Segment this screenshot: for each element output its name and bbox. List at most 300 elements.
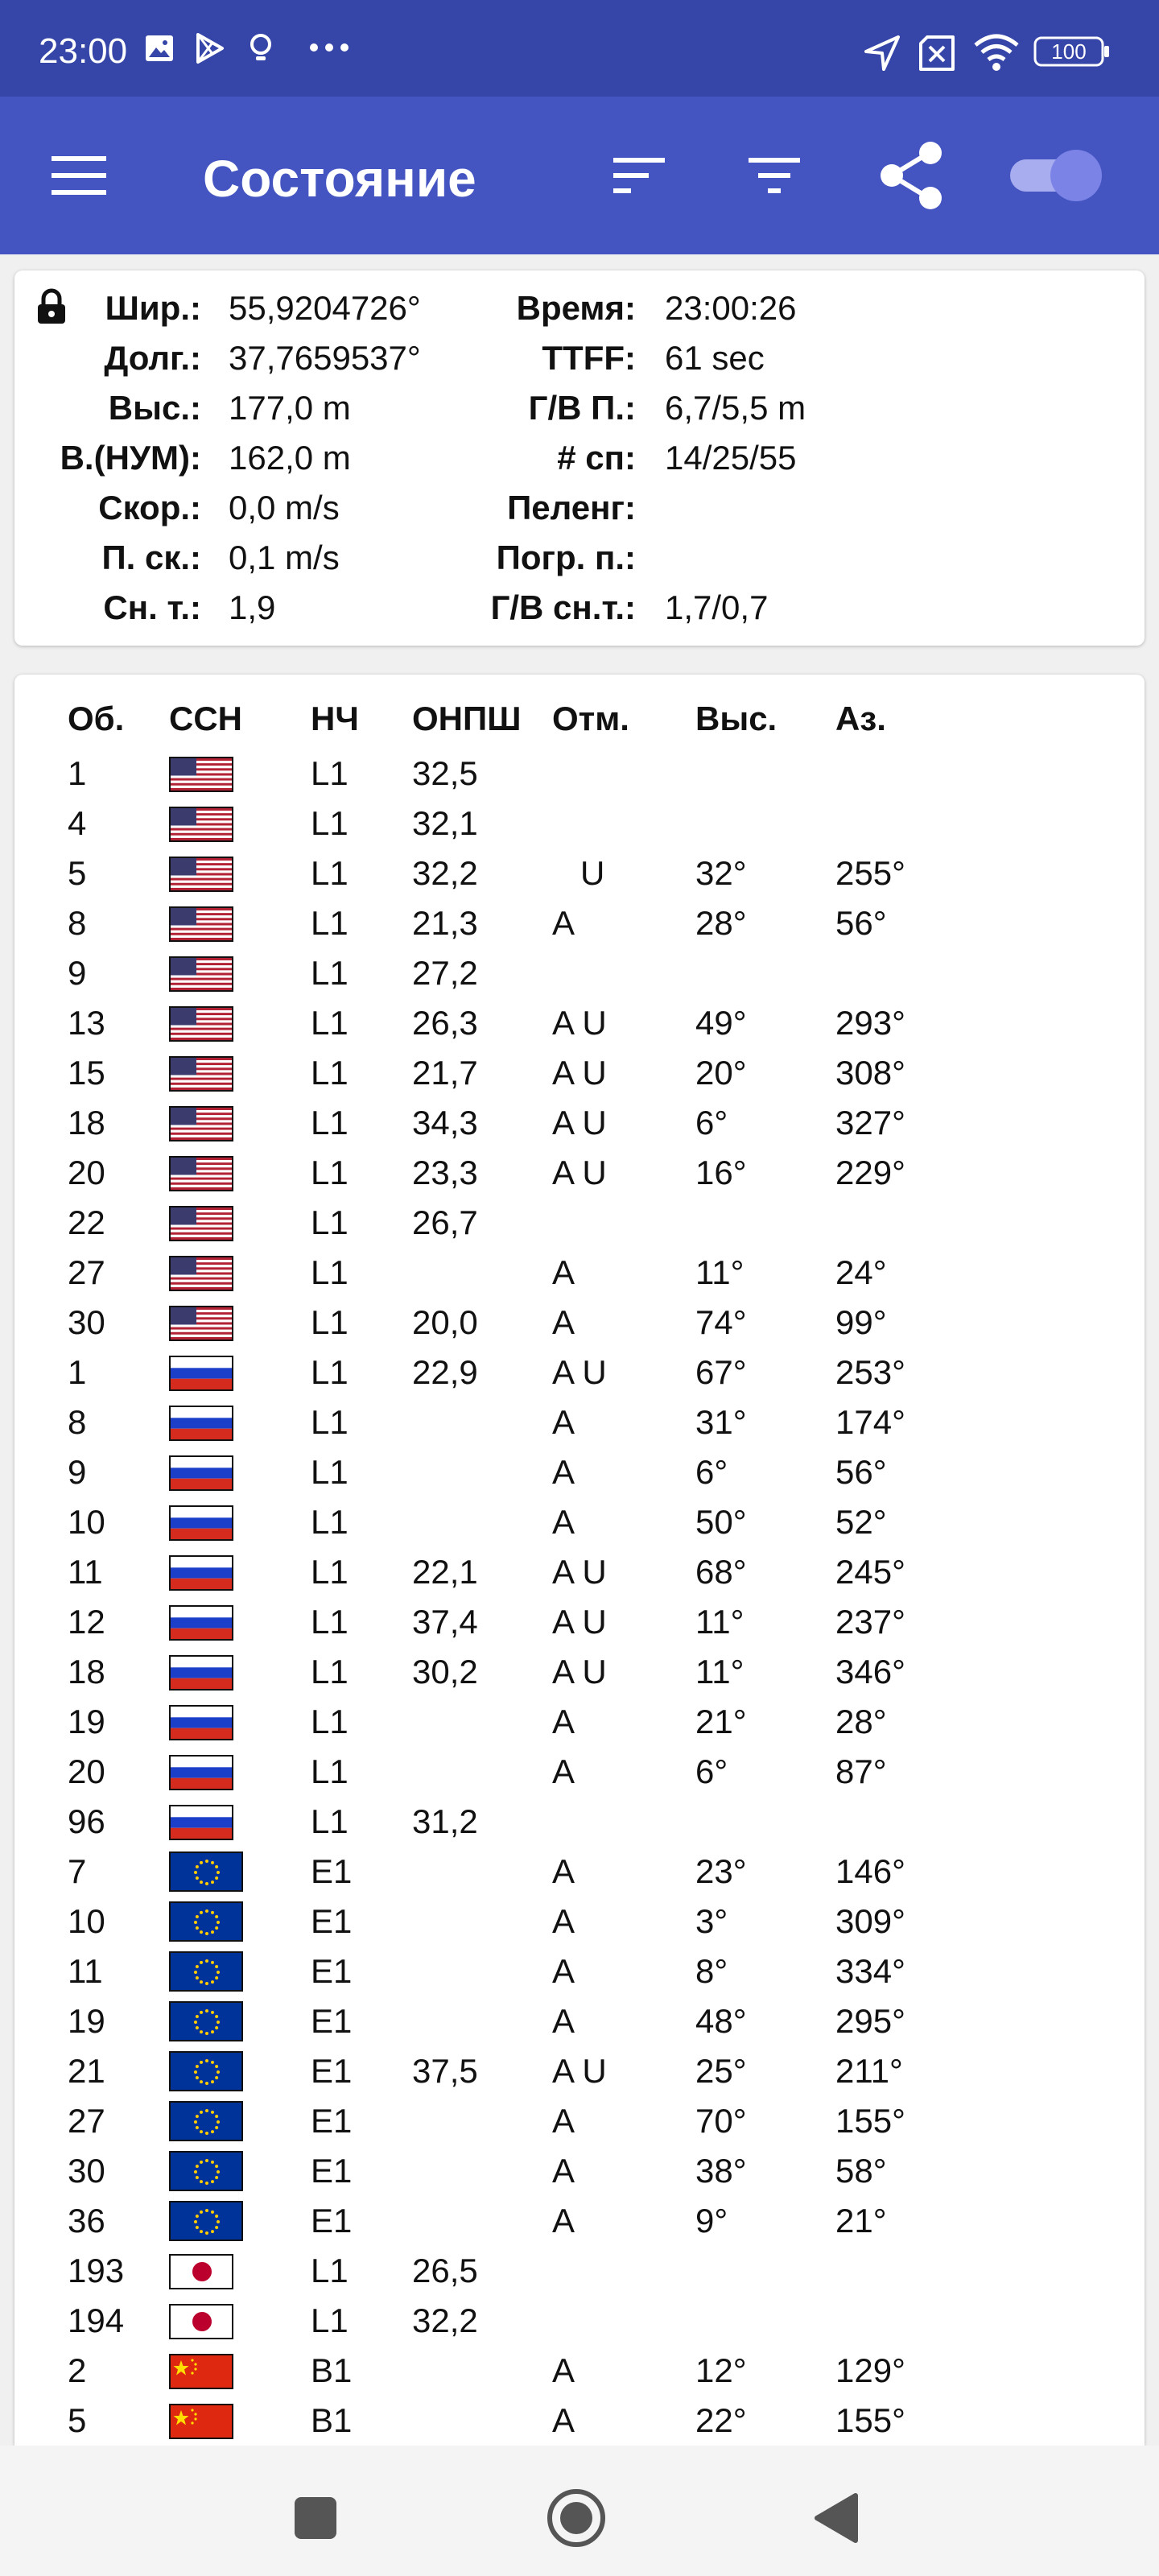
info-label: Время:	[516, 289, 636, 327]
sat-id: 8	[68, 1403, 87, 1441]
sat-id: 9	[68, 1453, 87, 1491]
sat-cn0: 32,1	[412, 804, 478, 842]
table-row[interactable]	[14, 749, 1145, 799]
us-flag-icon	[169, 956, 233, 992]
table-row[interactable]	[14, 1447, 1145, 1497]
sat-id: 5	[68, 854, 87, 892]
table-row[interactable]	[14, 1647, 1145, 1697]
sat-flags: A U	[552, 1353, 607, 1391]
share-icon	[877, 140, 945, 211]
info-label: В.(НУМ):	[60, 439, 201, 477]
sat-flags: A	[552, 904, 575, 942]
position-info-card	[14, 270, 1145, 646]
sat-azimuth: 211°	[835, 2052, 903, 2090]
sat-elevation: 74°	[695, 1303, 747, 1341]
sat-frequency: B1	[311, 2401, 353, 2439]
table-row[interactable]	[14, 1847, 1145, 1897]
sat-id: 36	[68, 2202, 105, 2240]
info-value: 6,7/5,5 m	[665, 389, 806, 427]
sat-id: 1	[68, 754, 87, 792]
sat-cn0: 27,2	[412, 954, 478, 992]
page-title: Состояние	[203, 150, 476, 208]
sat-flags: A	[552, 1453, 575, 1491]
sat-azimuth: 346°	[835, 1653, 905, 1690]
sat-azimuth: 174°	[835, 1403, 905, 1441]
table-row[interactable]	[14, 2396, 1145, 2446]
table-row[interactable]	[14, 998, 1145, 1048]
info-value: 37,7659537°	[229, 339, 421, 377]
sat-frequency: L1	[311, 1503, 349, 1541]
sat-id: 22	[68, 1203, 105, 1241]
sat-id: 30	[68, 1303, 105, 1341]
sat-frequency: L1	[311, 1353, 349, 1391]
eu-flag-icon	[169, 2001, 243, 2041]
sort-button[interactable]	[599, 135, 679, 216]
table-row[interactable]	[14, 1697, 1145, 1747]
filter-button[interactable]	[734, 135, 815, 216]
info-label: Погр. п.:	[496, 539, 636, 576]
sat-id: 4	[68, 804, 87, 842]
sat-flags: A	[552, 1703, 575, 1740]
eu-flag-icon	[169, 2051, 243, 2091]
sat-frequency: L1	[311, 1303, 349, 1341]
sat-elevation: 11°	[695, 1653, 744, 1690]
sat-azimuth: 327°	[835, 1104, 905, 1141]
info-label: Г/В сн.т.:	[490, 588, 636, 626]
play-store-icon	[193, 32, 225, 68]
info-label: Выс.:	[108, 389, 201, 427]
table-row[interactable]	[14, 1996, 1145, 2046]
sat-elevation: 6°	[695, 1752, 728, 1790]
table-row[interactable]	[14, 2146, 1145, 2196]
sat-elevation: 3°	[695, 1902, 728, 1940]
menu-icon	[52, 155, 106, 196]
info-label: П. ск.:	[101, 539, 201, 576]
sat-frequency: E1	[311, 2052, 353, 2090]
sat-frequency: E1	[311, 2102, 353, 2140]
sat-frequency: E1	[311, 1902, 353, 1940]
russia-flag-icon	[169, 1605, 233, 1641]
sat-flags: A U	[552, 1553, 607, 1591]
sat-flags: A U	[552, 1603, 607, 1641]
sat-cn0: 21,7	[412, 1054, 478, 1092]
sat-azimuth: 21°	[835, 2202, 887, 2240]
table-row[interactable]	[14, 1248, 1145, 1298]
info-value: 0,0 m/s	[229, 489, 340, 526]
sat-azimuth: 334°	[835, 1952, 905, 1990]
sat-id: 11	[68, 1553, 103, 1591]
info-value: 0,1 m/s	[229, 539, 340, 576]
sat-elevation: 21°	[695, 1703, 747, 1740]
sat-frequency: L1	[311, 754, 349, 792]
no-sim-icon	[916, 34, 958, 76]
sat-azimuth: 56°	[835, 904, 887, 942]
table-row[interactable]	[14, 1946, 1145, 1996]
sat-cn0: 30,2	[412, 1653, 478, 1690]
sat-id: 11	[68, 1952, 103, 1990]
japan-flag-icon	[169, 2304, 233, 2339]
sat-frequency: L1	[311, 1653, 349, 1690]
table-row[interactable]	[14, 1348, 1145, 1397]
sat-cn0: 22,1	[412, 1553, 478, 1591]
us-flag-icon	[169, 906, 233, 942]
toggle-icon	[1007, 147, 1107, 204]
sat-azimuth: 295°	[835, 2002, 905, 2040]
sat-id: 20	[68, 1154, 105, 1191]
sat-flags: A	[552, 1253, 575, 1291]
sat-azimuth: 229°	[835, 1154, 905, 1191]
sat-id: 5	[68, 2401, 87, 2439]
sat-elevation: 11°	[695, 1603, 744, 1641]
sat-id: 27	[68, 1253, 105, 1291]
sat-azimuth: 24°	[835, 1253, 887, 1291]
column-header: Об.	[68, 700, 125, 737]
sat-cn0: 37,5	[412, 2052, 478, 2090]
sat-flags: A U	[552, 1054, 607, 1092]
sat-cn0: 37,4	[412, 1603, 478, 1641]
sat-elevation: 50°	[695, 1503, 747, 1541]
sat-frequency: L1	[311, 1553, 349, 1591]
eu-flag-icon	[169, 1901, 243, 1942]
sat-elevation: 48°	[695, 2002, 747, 2040]
sat-azimuth: 155°	[835, 2401, 905, 2439]
table-row[interactable]	[14, 1597, 1145, 1647]
sat-id: 8	[68, 904, 87, 942]
sat-frequency: L1	[311, 904, 349, 942]
info-label: # сп:	[557, 439, 636, 477]
sat-flags: A U	[552, 1104, 607, 1141]
sat-frequency: E1	[311, 2002, 353, 2040]
sat-frequency: L1	[311, 804, 349, 842]
column-header: Выс.	[695, 700, 777, 737]
app-bar	[0, 97, 1159, 254]
sat-frequency: L1	[311, 1104, 349, 1141]
sat-frequency: L1	[311, 854, 349, 892]
us-flag-icon	[169, 1006, 233, 1042]
us-flag-icon	[169, 857, 233, 892]
satellite-table-card	[14, 675, 1145, 2446]
sat-elevation: 67°	[695, 1353, 747, 1391]
sat-flags: A	[552, 2002, 575, 2040]
info-value: 55,9204726°	[229, 289, 421, 327]
sat-cn0: 34,3	[412, 1104, 478, 1141]
sat-elevation: 8°	[695, 1952, 728, 1990]
table-row[interactable]	[14, 1797, 1145, 1847]
sat-id: 7	[68, 1852, 87, 1890]
more-dots-icon	[309, 42, 349, 57]
sat-flags: A	[552, 1952, 575, 1990]
sat-cn0: 26,5	[412, 2252, 478, 2289]
info-label: Пеленг:	[507, 489, 636, 526]
image-icon	[143, 32, 175, 68]
table-row[interactable]	[14, 1198, 1145, 1248]
table-row[interactable]	[14, 2346, 1145, 2396]
info-label: Г/В П.:	[528, 389, 636, 427]
sat-frequency: L1	[311, 1253, 349, 1291]
sat-flags: A U	[552, 1004, 607, 1042]
sat-id: 30	[68, 2152, 105, 2190]
sat-azimuth: 28°	[835, 1703, 887, 1740]
sat-elevation: 6°	[695, 1453, 728, 1491]
sat-flags: A	[552, 1303, 575, 1341]
sat-cn0: 32,2	[412, 2301, 478, 2339]
status-time: 23:00	[39, 31, 128, 71]
us-flag-icon	[169, 1156, 233, 1191]
sat-flags: A	[552, 1752, 575, 1790]
sat-id: 10	[68, 1902, 105, 1940]
sat-flags: A U	[552, 2052, 607, 2090]
eu-flag-icon	[169, 2101, 243, 2141]
sat-azimuth: 245°	[835, 1553, 905, 1591]
sat-azimuth: 146°	[835, 1852, 905, 1890]
sat-flags: U	[552, 854, 605, 892]
russia-flag-icon	[169, 1505, 233, 1541]
info-label: Сн. т.:	[103, 588, 201, 626]
info-label: TTFF:	[542, 339, 636, 377]
info-value: 1,9	[229, 588, 276, 626]
table-row[interactable]	[14, 1497, 1145, 1547]
sort-icon	[613, 155, 665, 196]
sat-elevation: 23°	[695, 1852, 747, 1890]
sat-flags: A	[552, 2351, 575, 2389]
sat-elevation: 70°	[695, 2102, 747, 2140]
column-header: Аз.	[835, 700, 886, 737]
sat-cn0: 21,3	[412, 904, 478, 942]
wifi-icon	[972, 32, 1021, 76]
sat-frequency: L1	[311, 1603, 349, 1641]
japan-flag-icon	[169, 2254, 233, 2289]
table-row[interactable]	[14, 1098, 1145, 1148]
russia-flag-icon	[169, 1406, 233, 1441]
sat-frequency: L1	[311, 1703, 349, 1740]
eu-flag-icon	[169, 1852, 243, 1892]
sat-cn0: 20,0	[412, 1303, 478, 1341]
us-flag-icon	[169, 807, 233, 842]
us-flag-icon	[169, 757, 233, 792]
info-value: 177,0 m	[229, 389, 351, 427]
table-row[interactable]	[14, 2046, 1145, 2096]
sat-frequency: E1	[311, 2202, 353, 2240]
recents-square-icon	[293, 2496, 338, 2541]
sat-frequency: L1	[311, 1752, 349, 1790]
table-row[interactable]	[14, 2096, 1145, 2146]
sat-flags: A	[552, 1503, 575, 1541]
location-arrow-icon	[863, 34, 901, 76]
sat-id: 2	[68, 2351, 87, 2389]
sat-elevation: 38°	[695, 2152, 747, 2190]
sat-id: 27	[68, 2102, 105, 2140]
table-row[interactable]	[14, 1298, 1145, 1348]
russia-flag-icon	[169, 1655, 233, 1690]
russia-flag-icon	[169, 1455, 233, 1491]
sat-frequency: L1	[311, 1403, 349, 1441]
table-row[interactable]	[14, 1747, 1145, 1797]
table-row[interactable]	[14, 1397, 1145, 1447]
home-button[interactable]	[536, 2478, 617, 2558]
sat-id: 9	[68, 954, 87, 992]
sat-azimuth: 129°	[835, 2351, 905, 2389]
sat-flags: A	[552, 2202, 575, 2240]
sat-id: 193	[68, 2252, 125, 2289]
sat-azimuth: 58°	[835, 2152, 887, 2190]
russia-flag-icon	[169, 1705, 233, 1740]
lock-icon	[35, 288, 68, 329]
sat-flags: A U	[552, 1653, 607, 1690]
sat-id: 10	[68, 1503, 105, 1541]
sat-elevation: 32°	[695, 854, 747, 892]
sat-frequency: E1	[311, 1852, 353, 1890]
sat-id: 20	[68, 1752, 105, 1790]
sat-frequency: E1	[311, 1952, 353, 1990]
battery-icon	[1033, 35, 1111, 72]
sat-id: 15	[68, 1054, 105, 1092]
sat-cn0: 26,3	[412, 1004, 478, 1042]
sat-azimuth: 56°	[835, 1453, 887, 1491]
info-label: Скор.:	[98, 489, 201, 526]
share-button[interactable]	[871, 135, 951, 216]
menu-button[interactable]	[39, 135, 119, 216]
sat-frequency: L1	[311, 1802, 349, 1840]
recents-button[interactable]	[275, 2478, 356, 2558]
info-value: 23:00:26	[665, 289, 797, 327]
info-value: 162,0 m	[229, 439, 351, 477]
navigation-bar	[0, 2446, 1159, 2576]
sat-elevation: 16°	[695, 1154, 747, 1191]
china-flag-icon	[169, 2404, 233, 2439]
sat-frequency: L1	[311, 1154, 349, 1191]
russia-flag-icon	[169, 1555, 233, 1591]
sat-elevation: 22°	[695, 2401, 747, 2439]
sat-cn0: 23,3	[412, 1154, 478, 1191]
eu-flag-icon	[169, 1951, 243, 1992]
table-row[interactable]	[14, 1048, 1145, 1098]
us-flag-icon	[169, 1106, 233, 1141]
table-row[interactable]	[14, 898, 1145, 948]
sat-id: 18	[68, 1653, 105, 1690]
sat-frequency: E1	[311, 2152, 353, 2190]
eu-flag-icon	[169, 2151, 243, 2191]
sat-cn0: 31,2	[412, 1802, 478, 1840]
sat-elevation: 6°	[695, 1104, 728, 1141]
table-row[interactable]	[14, 799, 1145, 848]
us-flag-icon	[169, 1306, 233, 1341]
sat-flags: A	[552, 1852, 575, 1890]
table-row[interactable]	[14, 1547, 1145, 1597]
sat-frequency: L1	[311, 1203, 349, 1241]
info-value: 14/25/55	[665, 439, 797, 477]
sat-cn0: 32,2	[412, 854, 478, 892]
sat-elevation: 49°	[695, 1004, 747, 1042]
sat-id: 19	[68, 2002, 105, 2040]
sat-frequency: L1	[311, 1004, 349, 1042]
sat-flags: A	[552, 2102, 575, 2140]
toggle-switch[interactable]	[1004, 135, 1109, 216]
sat-flags: A U	[552, 1154, 607, 1191]
sat-id: 19	[68, 1703, 105, 1740]
us-flag-icon	[169, 1256, 233, 1291]
us-flag-icon	[169, 1056, 233, 1092]
sat-azimuth: 308°	[835, 1054, 905, 1092]
table-row[interactable]	[14, 2196, 1145, 2246]
sat-azimuth: 237°	[835, 1603, 905, 1641]
column-header: Отм.	[552, 700, 629, 737]
filter-icon	[749, 155, 800, 196]
sat-frequency: L1	[311, 954, 349, 992]
sat-frequency: L1	[311, 2301, 349, 2339]
sat-elevation: 9°	[695, 2202, 728, 2240]
sat-id: 21	[68, 2052, 105, 2090]
china-flag-icon	[169, 2354, 233, 2389]
eu-flag-icon	[169, 2201, 243, 2241]
column-header: НЧ	[311, 700, 359, 737]
sat-elevation: 20°	[695, 1054, 747, 1092]
table-row[interactable]	[14, 1148, 1145, 1198]
sat-cn0: 22,9	[412, 1353, 478, 1391]
sat-id: 194	[68, 2301, 125, 2339]
sat-azimuth: 87°	[835, 1752, 887, 1790]
status-bar	[0, 0, 1159, 97]
sat-azimuth: 99°	[835, 1303, 887, 1341]
sat-azimuth: 155°	[835, 2102, 905, 2140]
table-row[interactable]	[14, 2296, 1145, 2346]
russia-flag-icon	[169, 1755, 233, 1790]
info-label: Долг.:	[104, 339, 201, 377]
info-value: 61 sec	[665, 339, 765, 377]
russia-flag-icon	[169, 1356, 233, 1391]
sat-cn0: 26,7	[412, 1203, 478, 1241]
bulb-icon	[245, 32, 277, 68]
sat-frequency: L1	[311, 1453, 349, 1491]
sat-azimuth: 255°	[835, 854, 905, 892]
sat-frequency: L1	[311, 2252, 349, 2289]
back-button[interactable]	[795, 2478, 876, 2558]
sat-elevation: 12°	[695, 2351, 747, 2389]
back-triangle-icon	[812, 2492, 859, 2544]
sat-elevation: 31°	[695, 1403, 747, 1441]
column-header: ССН	[169, 700, 242, 737]
sat-id: 96	[68, 1802, 105, 1840]
table-row[interactable]	[14, 848, 1145, 898]
sat-flags: A	[552, 1403, 575, 1441]
sat-elevation: 28°	[695, 904, 747, 942]
sat-frequency: L1	[311, 1054, 349, 1092]
sat-id: 13	[68, 1004, 105, 1042]
sat-elevation: 11°	[695, 1253, 744, 1291]
table-row[interactable]	[14, 2246, 1145, 2296]
home-circle-icon	[546, 2487, 607, 2549]
sat-elevation: 25°	[695, 2052, 747, 2090]
battery-level: 100	[1051, 39, 1087, 64]
sat-azimuth: 52°	[835, 1503, 887, 1541]
sat-azimuth: 253°	[835, 1353, 905, 1391]
column-header: ОНПШ	[412, 700, 522, 737]
sat-flags: A	[552, 2152, 575, 2190]
sat-azimuth: 293°	[835, 1004, 905, 1042]
sat-flags: A	[552, 2401, 575, 2439]
table-row[interactable]	[14, 948, 1145, 998]
sat-id: 1	[68, 1353, 87, 1391]
us-flag-icon	[169, 1206, 233, 1241]
sat-id: 18	[68, 1104, 105, 1141]
sat-cn0: 32,5	[412, 754, 478, 792]
sat-frequency: B1	[311, 2351, 353, 2389]
sat-flags: A	[552, 1902, 575, 1940]
sat-elevation: 68°	[695, 1553, 747, 1591]
sat-id: 12	[68, 1603, 105, 1641]
info-value: 1,7/0,7	[665, 588, 769, 626]
table-row[interactable]	[14, 1897, 1145, 1946]
info-label: Шир.:	[105, 289, 201, 327]
